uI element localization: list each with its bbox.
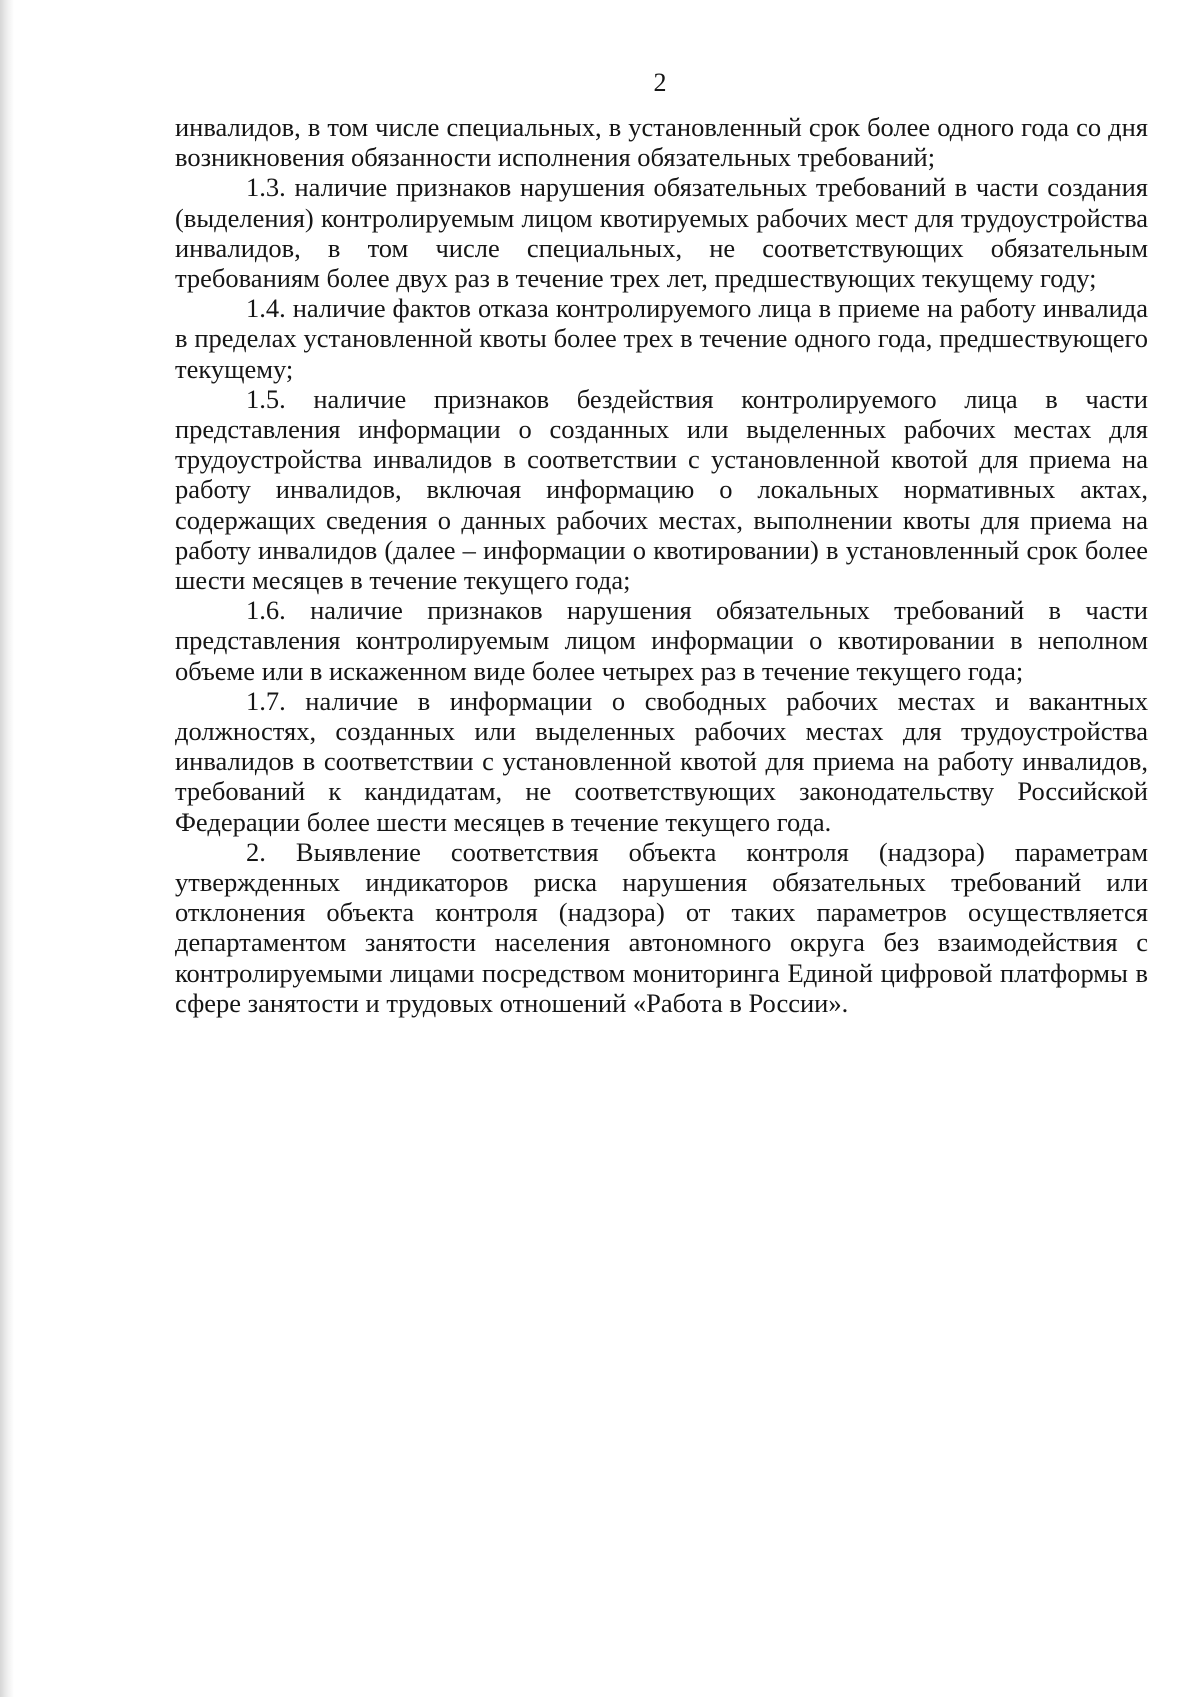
paragraph-2: 2. Выявление соответствия объекта контроля (надзора) параметрам утвержденных индикаторов риска нарушения обязательных требований или отклонения объекта контроля (надзора) от таких параметров осуществляется департаментом занятости населения автономного округа без взаимодействия с контролируемыми лицами посредством мониторинга Единой цифровой платформы в сфере занятости и трудовых отношений «Работа в России». <box>175 836 1148 1018</box>
paragraph-1-6: 1.6. наличие признаков нарушения обязательных требований в части представления контролируемым лицом информации о квотировании в неполном объеме или в искаженном виде более четырех раз в течение текущего года; <box>175 595 1148 686</box>
blank-page-area <box>175 1090 1148 1650</box>
paragraph-1-7: 1.7. наличие в информации о свободных рабочих местах и вакантных должностях, созданных или выделенных рабочих местах для трудоустройства инвалидов в соответствии с установленной квотой для приема на работу инвалидов, требований к кандидатам, не соответствующих законодательству Российской Федерации более шести месяцев в течение текущего года. <box>175 685 1148 837</box>
page-number: 2 <box>653 68 667 97</box>
paragraph-continuation: инвалидов, в том числе специальных, в установленный срок более одного года со дня возникновения обязанности исполнения обязательных требований; <box>175 112 1148 173</box>
document-body <box>175 112 1148 1018</box>
paragraph-1-3: 1.3. наличие признаков нарушения обязательных требований в части создания (выделения) контролируемым лицом квотируемых рабочих мест для трудоустройства инвалидов, в том числе специальных, не соответствующих обязательным требованиям более двух раз в течение трех лет, предшествующих текущему году; <box>175 172 1148 294</box>
paragraph-1-4: 1.4. наличие фактов отказа контролируемого лица в приеме на работу инвалида в пределах установленной квоты более трех в течение одного года, предшествующего текущему; <box>175 293 1148 384</box>
scan-left-edge <box>0 0 14 1697</box>
paragraph-1-5: 1.5. наличие признаков бездействия контролируемого лица в части представления информации о созданных или выделенных рабочих местах для трудоустройства инвалидов в соответствии с установленной квотой для приема на работу инвалидов, включая информацию о локальных нормативных актах, содержащих сведения о данных рабочих местах, выполнении квоты для приема на работу инвалидов (далее – информации о квотировании) в установленный срок более шести месяцев в течение текущего года; <box>175 383 1148 596</box>
